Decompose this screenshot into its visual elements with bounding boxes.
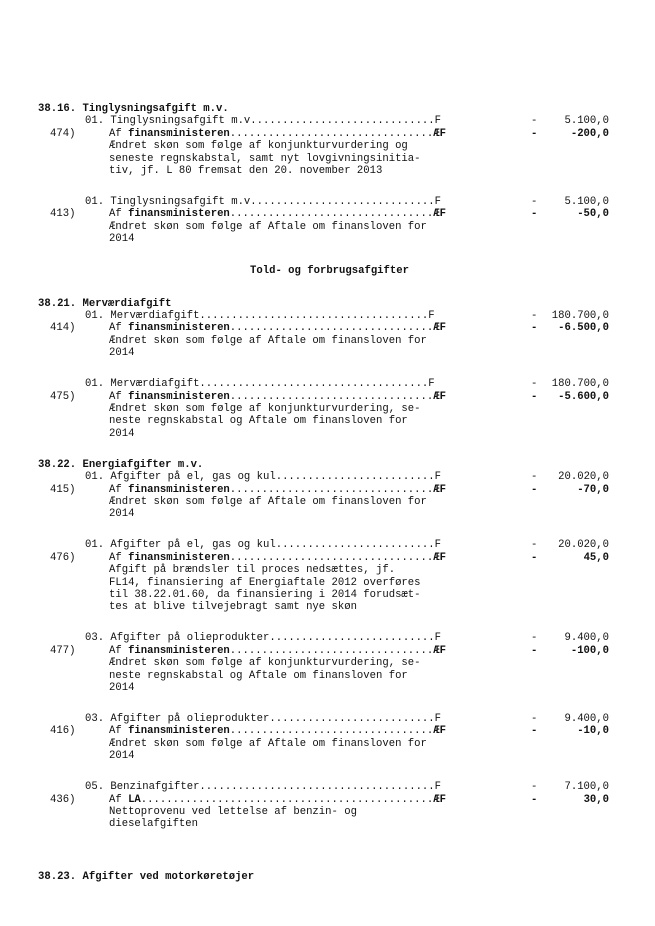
change-amount: -200,0: [570, 127, 609, 140]
change-line: Af finansministeren................................ÆF: [109, 127, 446, 140]
group-heading: Told- og forbrugsafgifter: [250, 265, 409, 278]
section-heading: 38.16. Tinglysningsafgift m.v.: [38, 103, 229, 115]
amount-sign: -: [531, 551, 538, 564]
account-line: 01. Merværdiafgift....................................F: [85, 378, 435, 391]
reference-number: 474): [50, 127, 76, 140]
account-line: 03. Afgifter på olieprodukter..........................F: [85, 632, 442, 645]
amount-sign: -: [531, 378, 538, 391]
amount-sign: -: [531, 471, 538, 484]
change-line: Af LA..............................................ÆF: [109, 793, 446, 806]
note-text: Ændret skøn som følge af konjunkturvurdering, se-: [109, 657, 421, 670]
amount-sign: -: [531, 390, 538, 403]
change-amount: -50,0: [577, 208, 609, 221]
change-line: Af finansministeren................................ÆF: [109, 322, 446, 335]
note-text: neste regnskabstal og Aftale om finansloven for: [109, 415, 408, 428]
note-text: 2014: [109, 233, 135, 246]
change-line: Af finansministeren................................ÆF: [109, 644, 446, 657]
amount-value: 20.020,0: [558, 539, 609, 552]
change-line: Af finansministeren................................ÆF: [109, 390, 446, 403]
amount-sign: -: [531, 713, 538, 726]
amount-sign: -: [531, 310, 538, 323]
note-text: seneste regnskabstal, samt nyt lovgivningsinitia-: [109, 152, 421, 165]
account-line: 01. Merværdiafgift....................................F: [85, 310, 435, 323]
note-text: Ændret skøn som følge af Aftale om finansloven for: [109, 737, 427, 750]
change-amount: -10,0: [577, 725, 609, 738]
note-text: Ændret skøn som følge af Aftale om finansloven for: [109, 220, 427, 233]
note-text: Ændret skøn som følge af konjunkturvurdering, se-: [109, 403, 421, 416]
note-text: til 38.22.01.60, da finansiering i 2014 forudsæt-: [109, 589, 421, 602]
change-amount: -100,0: [570, 644, 609, 657]
amount-value: 180.700,0: [551, 378, 609, 391]
reference-number: 414): [50, 322, 76, 335]
amount-value: 9.400,0: [564, 632, 609, 645]
account-line: 03. Afgifter på olieprodukter..........................F: [85, 713, 442, 726]
reference-number: 415): [50, 483, 76, 496]
amount-value: 20.020,0: [558, 471, 609, 484]
amount-value: 9.400,0: [564, 713, 609, 726]
note-text: 2014: [109, 427, 135, 440]
note-text: 2014: [109, 347, 135, 360]
amount-value: 5.100,0: [564, 115, 609, 128]
amount-value: 7.100,0: [564, 781, 609, 794]
reference-number: 416): [50, 725, 76, 738]
amount-sign: -: [531, 781, 538, 794]
change-amount: 30,0: [583, 793, 609, 806]
change-amount: 45,0: [583, 551, 609, 564]
amount-value: 5.100,0: [564, 196, 609, 208]
account-line: 01. Afgifter på el, gas og kul.........................F: [85, 471, 442, 484]
section-heading: 38.23. Afgifter ved motorkøretøjer: [38, 870, 255, 883]
note-text: Nettoprovenu ved lettelse af benzin- og: [109, 806, 357, 819]
note-text: FL14, finansiering af Energiaftale 2012 overføres: [109, 576, 421, 589]
change-amount: -70,0: [577, 483, 609, 496]
change-amount: -5.600,0: [558, 390, 609, 403]
note-text: 2014: [109, 682, 135, 695]
reference-number: 476): [50, 551, 76, 564]
change-amount: -6.500,0: [558, 322, 609, 335]
amount-sign: -: [531, 127, 538, 140]
note-text: Ændret skøn som følge af konjunkturvurdering og: [109, 140, 408, 153]
note-text: tes at blive tilvejebragt samt nye skøn: [109, 601, 357, 614]
account-line: 05. Benzinafgifter.....................................F: [85, 781, 442, 794]
change-line: Af finansministeren................................ÆF: [109, 551, 446, 564]
note-text: Afgift på brændsler til proces nedsættes, jf.: [109, 564, 396, 577]
section-heading: 38.22. Energiafgifter m.v.: [38, 458, 204, 471]
amount-sign: -: [531, 632, 538, 645]
note-text: 2014: [109, 508, 135, 521]
account-line: 01. Tinglysningsafgift m.v.............................F: [85, 196, 442, 208]
note-text: tiv, jf. L 80 fremsat den 20. november 2013: [109, 165, 383, 177]
account-line: 01. Afgifter på el, gas og kul.........................F: [85, 539, 442, 552]
amount-sign: -: [531, 115, 538, 128]
section-heading: 38.21. Merværdiafgift: [38, 297, 172, 310]
note-text: Ændret skøn som følge af Aftale om finansloven for: [109, 334, 427, 347]
amount-sign: -: [531, 539, 538, 552]
reference-number: 436): [50, 793, 76, 806]
change-line: Af finansministeren................................ÆF: [109, 725, 446, 738]
amount-value: 180.700,0: [551, 310, 609, 323]
amount-sign: -: [531, 793, 538, 806]
note-text: 2014: [109, 750, 135, 763]
change-line: Af finansministeren................................ÆF: [109, 483, 446, 496]
amount-sign: -: [531, 208, 538, 221]
amount-sign: -: [531, 196, 538, 208]
reference-number: 475): [50, 390, 76, 403]
amount-sign: -: [531, 725, 538, 738]
amount-sign: -: [531, 483, 538, 496]
account-line: 01. Tinglysningsafgift m.v.............................F: [85, 115, 442, 128]
reference-number: 477): [50, 644, 76, 657]
note-text: Ændret skøn som følge af Aftale om finansloven for: [109, 496, 427, 509]
note-text: dieselafgiften: [109, 818, 199, 831]
amount-sign: -: [531, 322, 538, 335]
note-text: neste regnskabstal og Aftale om finansloven for: [109, 669, 408, 682]
amount-sign: -: [531, 644, 538, 657]
reference-number: 413): [50, 208, 76, 221]
change-line: Af finansministeren................................ÆF: [109, 208, 446, 221]
